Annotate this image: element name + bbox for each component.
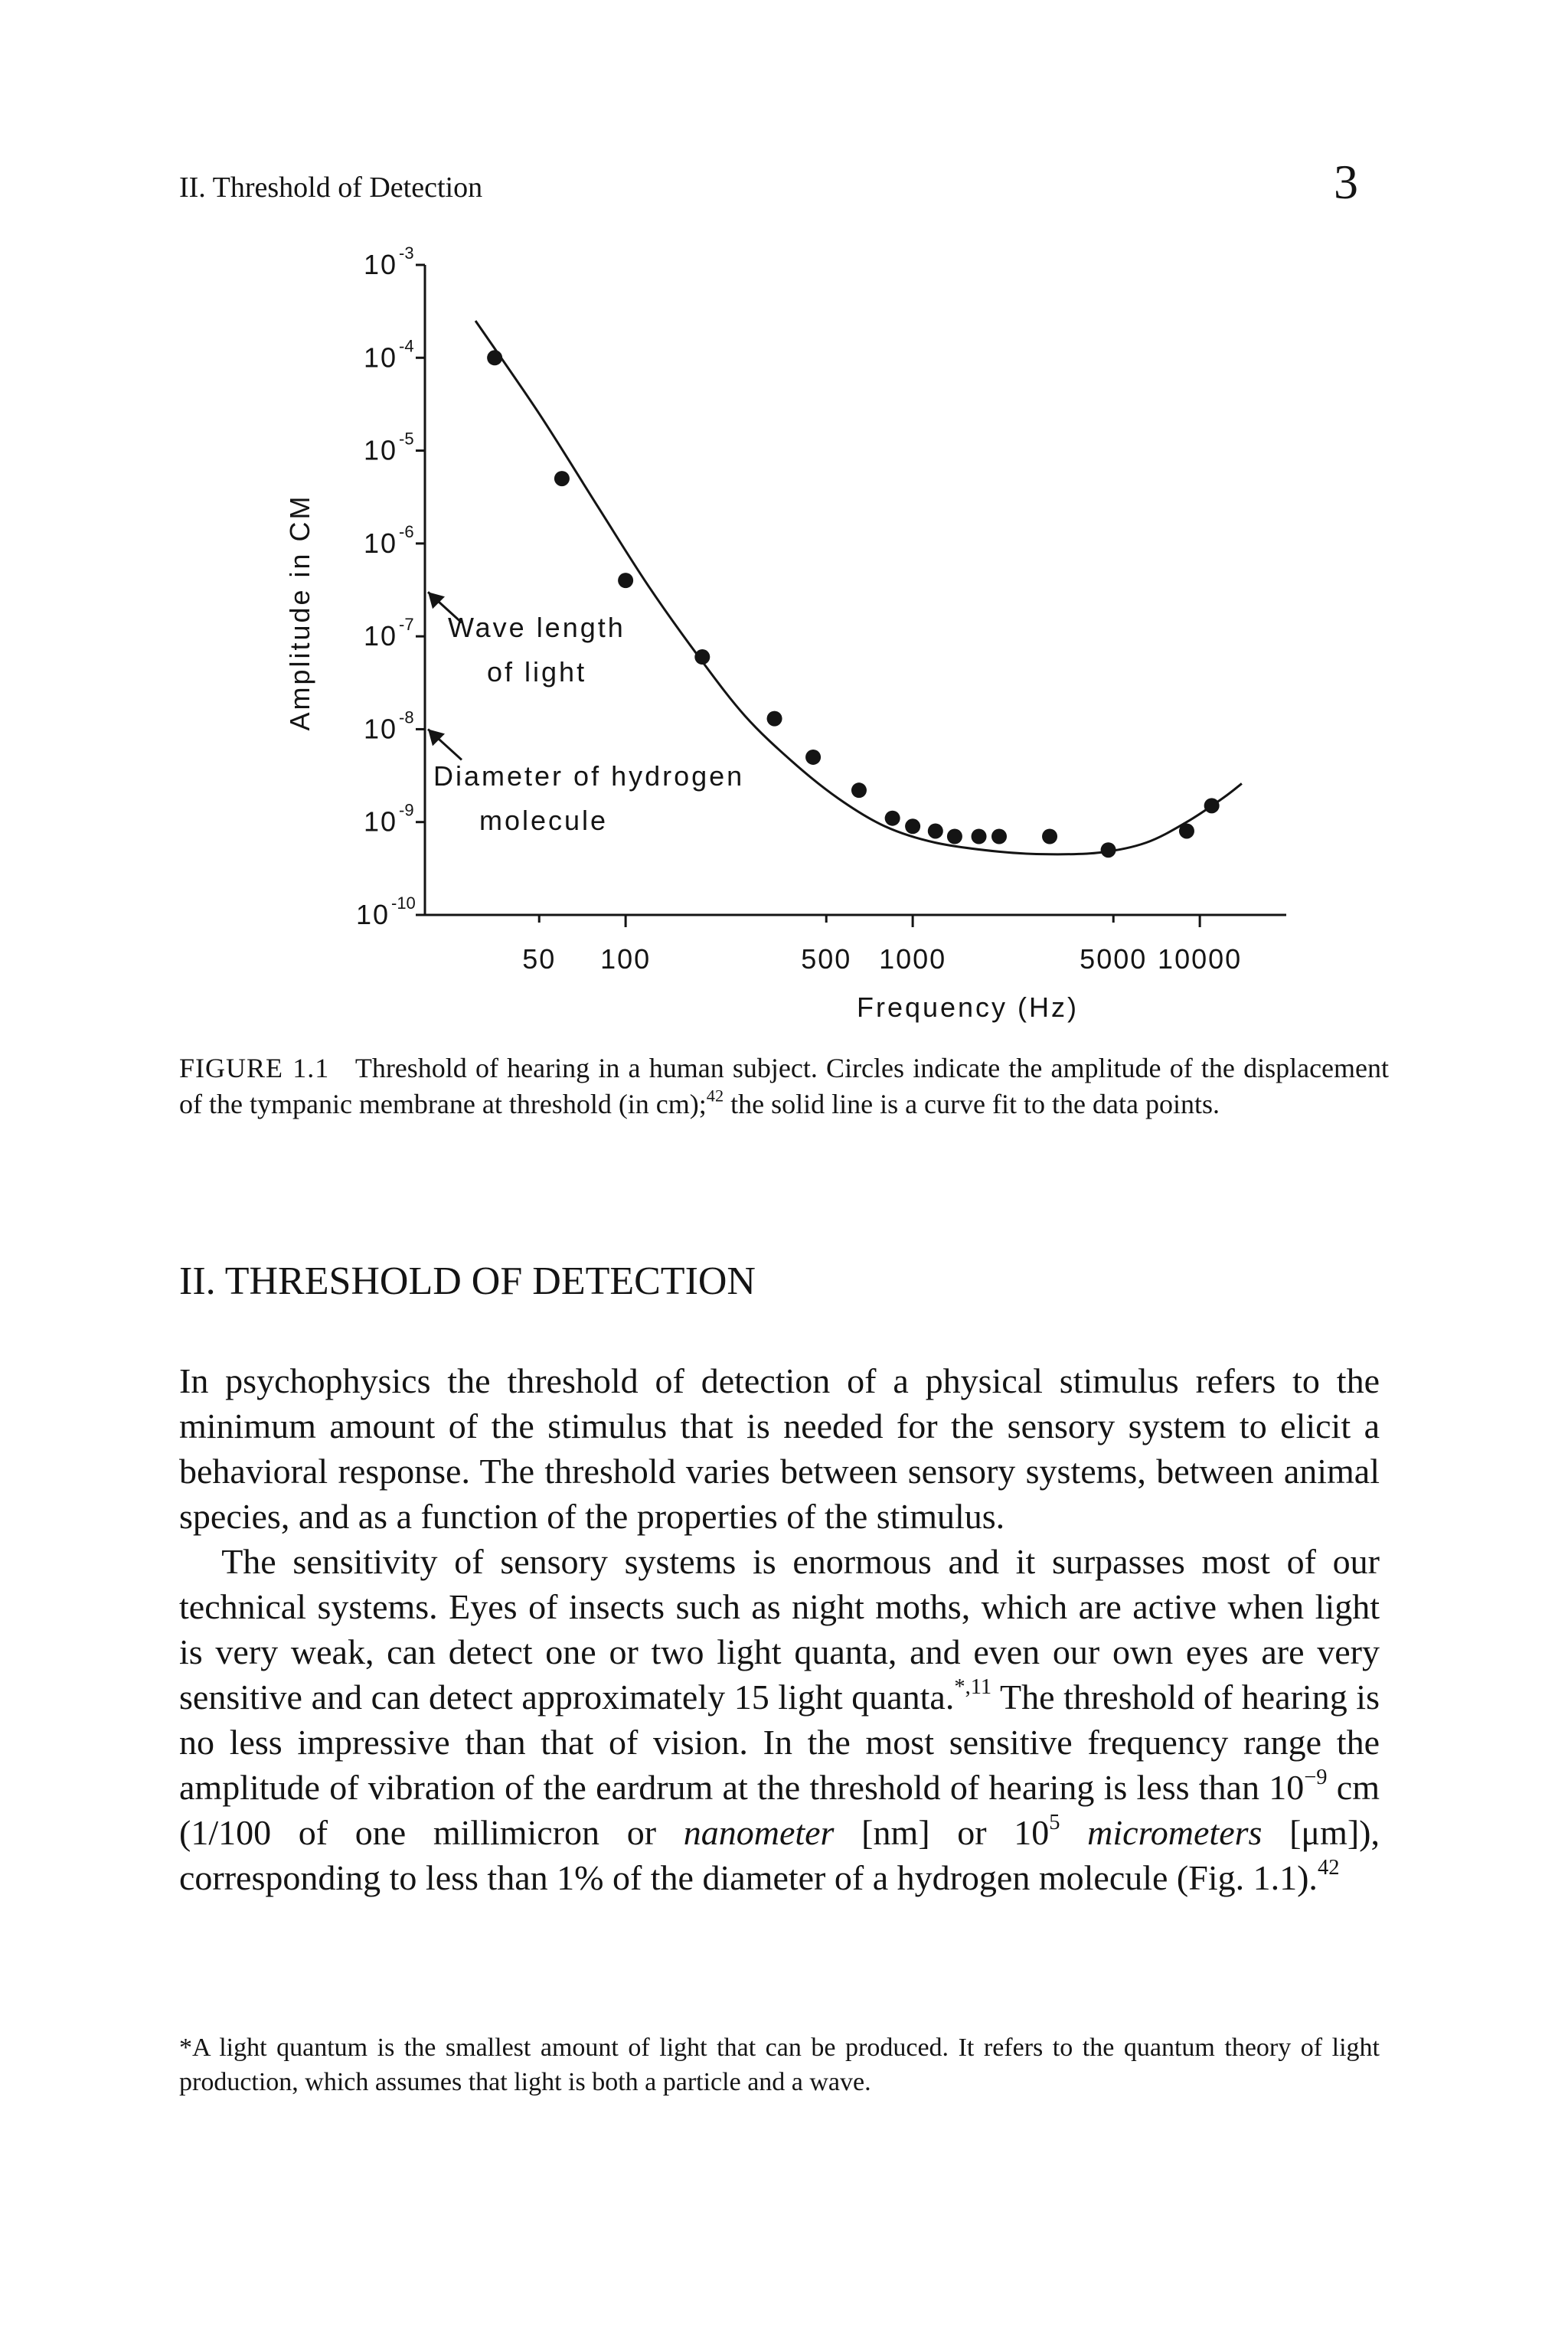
data-point: [851, 782, 867, 798]
data-point: [905, 818, 920, 834]
paragraph-2-text-3: cm (1/100 of one millimicron or: [179, 1768, 1380, 1852]
annotation-wave-length-line1: Wave length: [448, 612, 626, 643]
y-tick-exponent: -4: [399, 336, 414, 356]
term-micrometers: micrometers: [1087, 1813, 1263, 1852]
y-tick-label: 10: [363, 341, 397, 374]
data-point: [1204, 798, 1220, 813]
x-tick-label: 50: [522, 943, 557, 975]
y-tick-label: 10: [355, 899, 390, 930]
data-point: [991, 829, 1007, 844]
annotation-hydrogen-line2: molecule: [479, 805, 609, 836]
y-axis-ticks: [356, 243, 425, 930]
y-tick-label: 10: [363, 249, 397, 280]
annotation-wave-length-line2: of light: [487, 656, 587, 688]
y-tick-exponent: -7: [399, 615, 414, 635]
x-tick-label: 500: [801, 943, 852, 975]
paragraph-1: In psychophysics the threshold of detection of a physical stimulus refers to the minimum amount of the stimulus that is needed for the sensory system to elicit a behavioral response. The threshold varies between sensory systems, between animal species, and as a function of the properties of the stimulus.: [179, 1361, 1380, 1536]
citation-sup-42: 42: [1317, 1856, 1340, 1880]
term-nanometer: nanometer: [683, 1813, 835, 1852]
data-point: [885, 811, 900, 826]
data-point: [618, 573, 633, 588]
body-text: [179, 1358, 1380, 1900]
data-point: [1042, 829, 1057, 844]
y-tick-exponent: -8: [399, 707, 414, 727]
y-tick-exponent: -9: [399, 800, 414, 820]
x-tick-label: 100: [600, 943, 652, 975]
page-number: 3: [1334, 155, 1358, 209]
paragraph-2-text-5: [1060, 1813, 1088, 1852]
section-heading: II. THRESHOLD OF DETECTION: [179, 1259, 756, 1303]
running-title: II. Threshold of Detection: [179, 172, 483, 204]
x-axis-ticks: [522, 915, 1242, 975]
y-tick-exponent: -6: [399, 521, 414, 541]
y-tick-exponent: -5: [399, 429, 414, 449]
data-point: [1101, 842, 1116, 858]
data-point: [767, 711, 782, 727]
y-axis-label: Amplitude in CM: [284, 494, 315, 731]
figure-caption-text: Threshold of hearing in a human subject. Circles indicate the amplitude of the displacement of the tympanic membrane at threshold (in cm);: [179, 1053, 1390, 1119]
paragraph-2-text-1: The sensitivity of sensory systems is enormous and it surpasses most of our technical systems. Eyes of insects such as night moths, which are active when light is very weak, can detect one or two light quanta, and even our own eyes are very sensitive and can detect approximately 15 light quanta.: [179, 1542, 1380, 1717]
exponent-5: 5: [1049, 1811, 1060, 1835]
y-tick-label: 10: [363, 434, 397, 466]
data-point: [805, 750, 821, 765]
data-point: [928, 823, 943, 838]
figure-caption: [179, 1050, 1389, 1122]
y-tick-exponent: -3: [399, 243, 414, 263]
x-tick-label: 10000: [1158, 943, 1243, 975]
paragraph-2-text-6: [μm]), corresponding to less than 1% of the diameter of a hydrogen molecule (Fig. 1.1).: [179, 1813, 1380, 1897]
data-point: [972, 829, 987, 844]
y-tick-label: 10: [363, 805, 397, 838]
x-tick-label: 1000: [879, 943, 947, 975]
figure-caption-ref: 42: [706, 1086, 724, 1106]
x-axis-label: Frequency (Hz): [856, 991, 1080, 1023]
figure-caption-text-end: the solid line is a curve fit to the data points.: [724, 1089, 1220, 1119]
data-point: [947, 829, 962, 844]
paragraph-2: [179, 1539, 1380, 1900]
data-point: [694, 649, 710, 665]
citation-sup-1: *,11: [954, 1675, 992, 1700]
y-tick-label: 10: [363, 713, 397, 745]
exponent-minus-9: −9: [1304, 1766, 1328, 1790]
data-point: [1179, 823, 1194, 838]
paragraph-2-text-2: The threshold of hearing is no less impressive than that of vision. In the most sensitive frequency range the amplitude of vibration of the eardrum at the threshold of hearing is less than 10: [179, 1677, 1380, 1807]
y-tick-exponent: -10: [391, 893, 416, 913]
data-point: [554, 471, 570, 486]
x-tick-label: 5000: [1080, 943, 1148, 975]
threshold-of-hearing-chart: [0, 0, 1568, 1041]
annotation-hydrogen-line1: Diameter of hydrogen: [433, 760, 745, 792]
footnote: *A light quantum is the smallest amount of light that can be produced. It refers to the quantum theory of light production, which assumes that light is both a particle and a wave.: [179, 2034, 1380, 2096]
figure-caption-label: FIGURE 1.1: [179, 1053, 330, 1083]
y-tick-label: 10: [363, 527, 397, 559]
data-point: [487, 350, 502, 365]
y-tick-label: 10: [363, 620, 397, 652]
paragraph-2-text-4: [nm] or 10: [834, 1813, 1050, 1852]
